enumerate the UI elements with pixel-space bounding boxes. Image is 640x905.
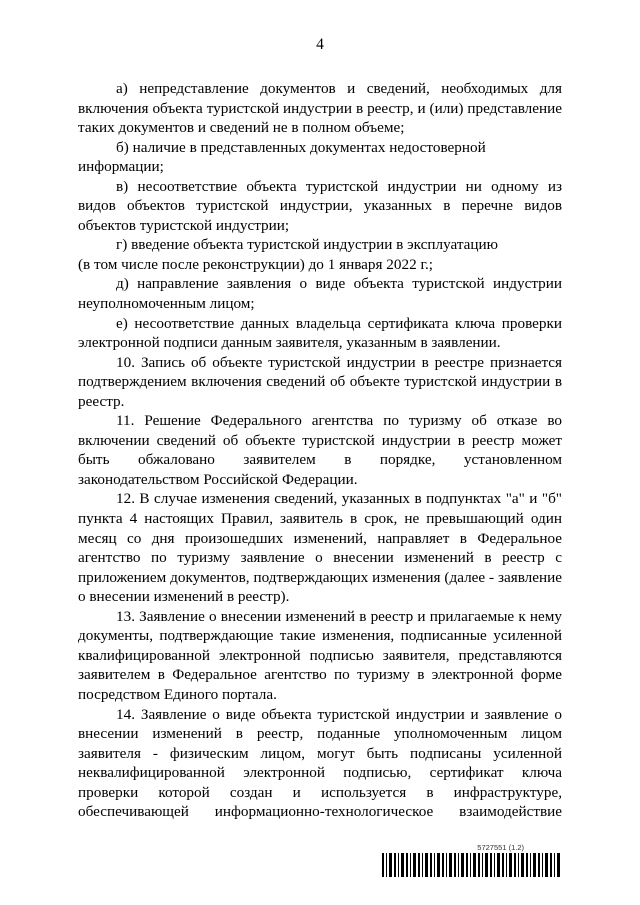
barcode-bar <box>398 853 399 877</box>
barcode-bar <box>482 853 483 877</box>
barcode-bar <box>509 853 512 877</box>
barcode-bar <box>418 853 420 877</box>
barcode-bar <box>406 853 408 877</box>
barcode-bar <box>425 853 428 877</box>
barcode-bar <box>494 853 495 877</box>
paragraph: 12. В случае изменения сведений, указанных в подпунктах "а" и "б" пункта 4 настоящих Правил, заявитель в срок, не превышающий один месяц со дня произошедших изменений, направляет в Федеральное агентство по туризму заявление о внесении изменений в реестр с приложением документов, подтверждающих изменения (далее - заявление о внесении изменений в реестр). <box>78 490 562 606</box>
paragraph: б) наличие в представленных документах недостоверной информации; <box>78 138 486 176</box>
barcode-bar <box>514 853 516 877</box>
barcode-bar <box>461 853 464 877</box>
barcode-bar <box>458 853 459 877</box>
paragraph: г) введение объекта туристской индустрии в эксплуатацию (в том числе после реконструкции) до 1 января 2022 г.; <box>78 236 499 273</box>
paragraph: а) непредставление документов и сведений, необходимых для включения объекта туристской индустрии в реестр, и (или) представление таких документов и сведений не в полном объеме; <box>78 80 562 137</box>
paragraph: 14. Заявление о виде объекта туристской индустрии и заявление о внесении изменений в реестр, поданные уполномоченным лицом заявителя - физическим лицом, могут быть подписаны усиленной неквалифицированной электронной подписью, сертификат ключа проверки которой создан и используется в инфраструктуре, обеспечивающей информационно-технологическое взаимодействие <box>78 705 562 821</box>
barcode-bar <box>473 853 476 877</box>
paragraph: 13. Заявление о внесении изменений в реестр и прилагаемые к нему документы, подтверждающие такие изменения, подписанные усиленной квалифицированной электронной подписью заявителя, представляются заявителем в Федеральное агентство по туризму в электронной форме посредством Единого портала. <box>78 607 562 703</box>
barcode-bar <box>410 853 411 877</box>
barcode-bar <box>538 853 540 877</box>
barcode-bar <box>530 853 531 877</box>
paragraph: 10. Запись об объекте туристской индустрии в реестре признается подтверждением включения сведений об объекте туристской индустрии в реестр. <box>78 353 562 410</box>
barcode-bar <box>386 853 387 877</box>
barcode-bar <box>389 853 392 877</box>
paragraph: 11. Решение Федерального агентства по туризму об отказе во включении сведений об объекте туристской индустрии в реестр может быть обжаловано заявителем в порядке, установленном законодательством Российской Федерации. <box>78 412 562 488</box>
barcode-bar <box>478 853 480 877</box>
barcode-bar <box>497 853 500 877</box>
paragraph: е) несоответствие данных владельца сертификата ключа проверки электронной подписи данным заявителя, указанным в заявлении. <box>78 314 562 352</box>
barcode-bar <box>521 853 524 877</box>
barcode-bar <box>490 853 492 877</box>
barcode-bar <box>545 853 548 877</box>
barcode-bar <box>557 853 560 877</box>
barcode-image <box>382 853 562 877</box>
barcode-bar <box>442 853 444 877</box>
barcode-bar <box>449 853 452 877</box>
barcode-bar <box>422 853 423 877</box>
barcode-bar <box>446 853 447 877</box>
barcode-bar <box>382 853 384 877</box>
document-body <box>78 79 562 822</box>
barcode-bar <box>533 853 536 877</box>
barcode-bar <box>542 853 543 877</box>
barcode-bar <box>485 853 488 877</box>
barcode-bar <box>470 853 471 877</box>
barcode-bar <box>502 853 504 877</box>
barcode-bar <box>430 853 432 877</box>
barcode-bar <box>554 853 555 877</box>
barcode-bar <box>394 853 396 877</box>
barcode-bar <box>506 853 507 877</box>
barcode-bar <box>550 853 552 877</box>
barcode-bar <box>437 853 440 877</box>
barcode-id: 5727551 (1.2) <box>477 843 524 852</box>
barcode-bar <box>466 853 468 877</box>
barcode-block <box>382 843 562 889</box>
paragraph: в) несоответствие объекта туристской индустрии ни одному из видов объектов туристской индустрии, указанных в перечне видов объектов туристской индустрии; <box>78 177 562 234</box>
barcode-bar <box>518 853 519 877</box>
barcode-bar <box>413 853 416 877</box>
barcode-bar <box>434 853 435 877</box>
barcode-bar <box>526 853 528 877</box>
barcode-bar <box>454 853 456 877</box>
paragraph: д) направление заявления о виде объекта туристской индустрии неуполномоченным лицом; <box>78 275 562 313</box>
page-number: 4 <box>316 36 324 53</box>
barcode-bar <box>401 853 404 877</box>
